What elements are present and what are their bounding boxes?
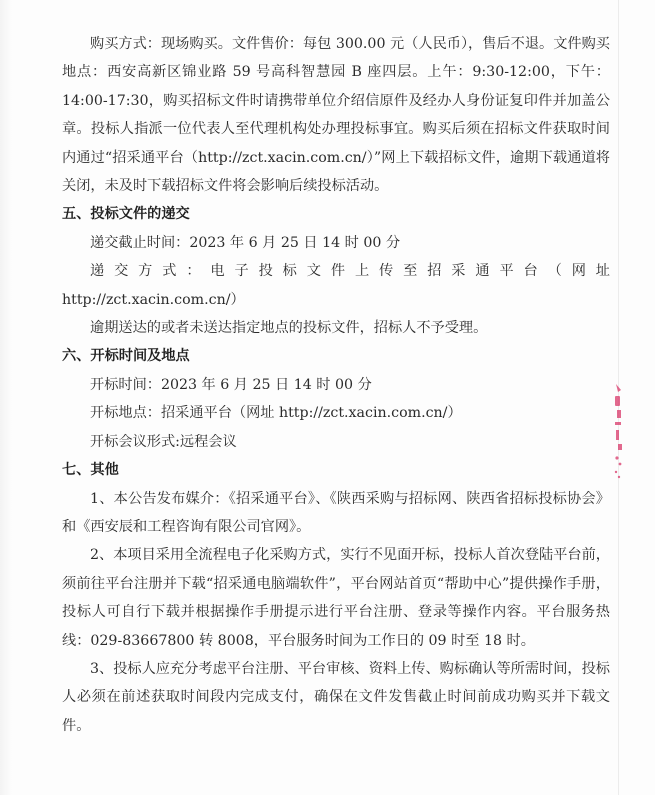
seal-fragment [618, 444, 622, 450]
seal-fragment [615, 396, 620, 406]
bid-opening-place: 开标地点：招采通平台（网址 http://zct.xacin.com.cn/） [90, 405, 462, 422]
seal-fragment [616, 384, 621, 392]
purchase-method-paragraph: 购买方式：现场购买。文件售价：每包 300.00 元（人民币），售后不退。文件购买地点：西安高新区锦业路 59 号高科智慧园 B 座四层。上午：9:30-12:00，下午：14:00-17:30，购买招标文件时请携带单位介绍信原件及经办人身份证复印件并加盖公章。投标人指派一位代表人至代理机构处办理投标事宜。购买后须在招标文件获取时间内通过“招采通平台（http://zct.xacin.com.cn/）”网上下载招标文件，逾期下载通道将关闭，未及时下载招标文件将会影响后续投标活动。 [62, 36, 610, 195]
other-item-1: 1、本公告发布媒介：《招采通平台》、《陕西采购与招标网、陕西省招标投标协会》和《西安辰和工程咨询有限公司官网》。 [62, 490, 610, 535]
section-7-heading: 七、其他 [62, 462, 119, 479]
seal-fragment [616, 430, 619, 440]
other-item-2: 2、本项目采用全流程电子化采购方式，实行不见面开标，投标人首次登陆平台前，须前往平台注册并下载“招采通电脑端软件”，平台网站首页“帮助中心”提供操作手册，投标人可自行下载并根据操作手册提示进行平台注册、登录等操作内容。平台服务热线：029-83667800 转 8008，平台服务时间为工作日的 09 时至 18 时。 [62, 547, 610, 649]
seal-fragment [615, 422, 621, 425]
document-body [62, 30, 610, 740]
submission-deadline: 递交截止时间：2023 年 6 月 25 日 14 时 00 分 [90, 234, 401, 251]
seal-fragment [615, 456, 618, 459]
bid-opening-format: 开标会议形式:远程会议 [90, 433, 237, 450]
other-item-3: 3、投标人应充分考虑平台注册、平台审核、资料上传、购标确认等所需时间，投标人必须在前述获取时间段内完成支付，确保在文件发售截止时间前成功购买并下载文件。 [62, 660, 610, 734]
red-seal-icon [612, 382, 626, 482]
seal-fragment [618, 476, 620, 478]
bid-opening-time: 开标时间：2023 年 6 月 25 日 14 时 00 分 [90, 376, 372, 393]
seal-fragment [615, 471, 617, 473]
section-6-heading: 六、开标时间及地点 [62, 348, 190, 365]
seal-fragment [619, 463, 622, 466]
late-submission-notice: 逾期送达的或者未送达指定地点的投标文件，招标人不予受理。 [90, 320, 488, 337]
submission-method-line-2: http://zct.xacin.com.cn/） [62, 291, 245, 308]
submission-method-line-1: 递 交 方 式 ： 电 子 投 标 文 件 上 传 至 招 采 通 平 台 （ 网 址 [90, 263, 610, 280]
seal-fragment [617, 410, 621, 418]
scan-edge-shadow [0, 0, 12, 795]
section-5-heading: 五、投标文件的递交 [62, 206, 190, 223]
